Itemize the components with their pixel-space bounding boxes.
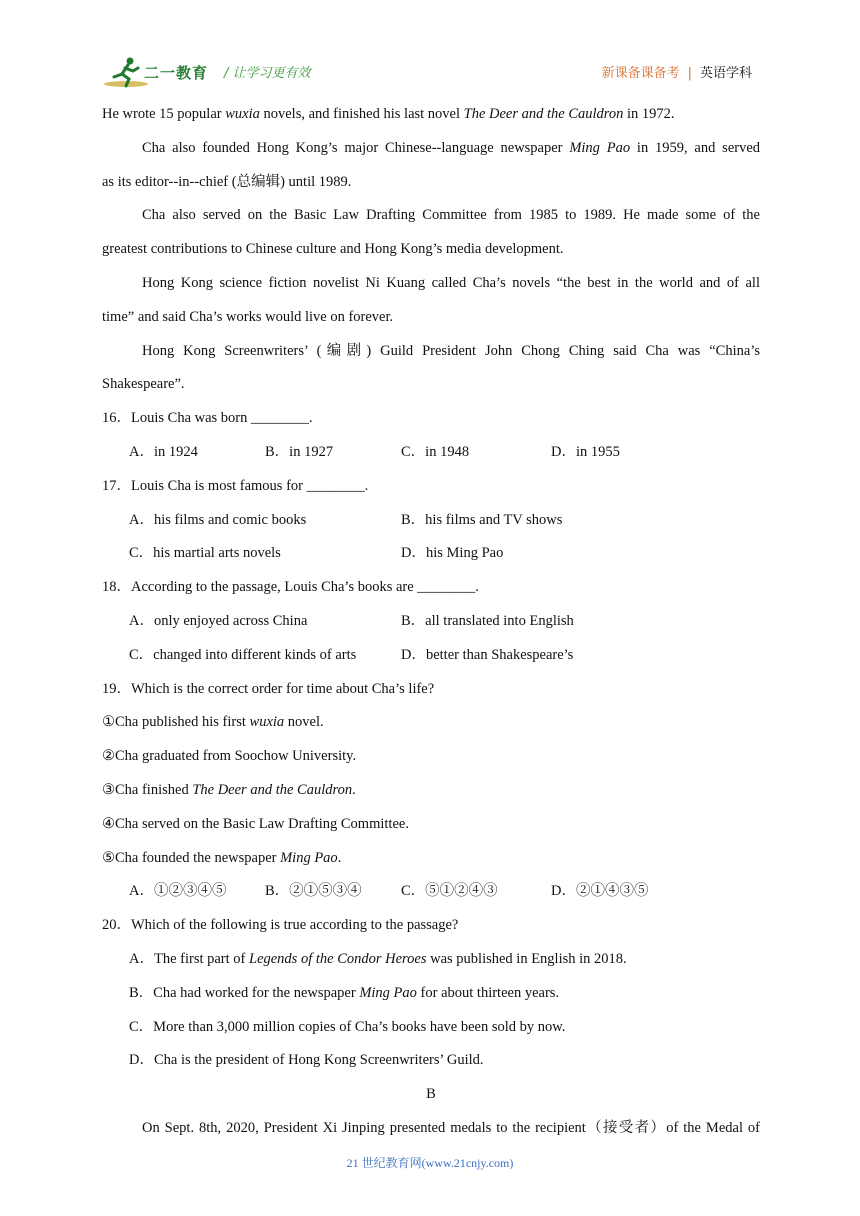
header-separator: | bbox=[687, 66, 692, 81]
passage-line: greatest contributions to Chinese culture and Hong Kong’s media development. bbox=[102, 241, 564, 258]
option-a: A．in 1924 bbox=[129, 443, 198, 460]
option-a: A．only enjoyed across China bbox=[129, 612, 308, 629]
option-c: C．his martial arts novels bbox=[129, 545, 281, 562]
passage-line: Hong Kong Screenwriters’ (编剧) Guild President John Chong Ching said Cha was “China’s bbox=[142, 342, 760, 359]
section-b-heading: B bbox=[426, 1086, 436, 1103]
question-19-options bbox=[102, 876, 760, 910]
question-18-options bbox=[102, 606, 760, 640]
event-item: ⑤Cha founded the newspaper Ming Pao. bbox=[102, 849, 342, 866]
header-slogan: / 让学习更有效 bbox=[224, 66, 311, 81]
option-c: C．in 1948 bbox=[401, 443, 470, 460]
event-item: ④Cha served on the Basic Law Drafting Committee. bbox=[102, 815, 409, 832]
option-c: C．More than 3,000 million copies of Cha’s books have been sold by now. bbox=[129, 1018, 566, 1035]
logo-text: 二一教育 bbox=[144, 64, 209, 82]
option-b: B．②①⑤③④ bbox=[265, 883, 362, 900]
option-c: C．changed into different kinds of arts bbox=[129, 646, 357, 663]
page-header bbox=[100, 52, 760, 92]
page-footer: 21 世纪教育网(www.21cnjy.com) bbox=[346, 1156, 514, 1170]
option-d: D．better than Shakespeare’s bbox=[401, 646, 574, 663]
header-course-label: 新课备课备考 bbox=[601, 66, 680, 81]
question-16-stem: 16．Louis Cha was born ________. bbox=[102, 410, 313, 427]
option-a: A．①②③④⑤ bbox=[129, 883, 227, 900]
document-body bbox=[102, 99, 760, 1147]
option-d: D．Cha is the president of Hong Kong Screenwriters’ Guild. bbox=[129, 1052, 484, 1069]
passage-line: time” and said Cha’s works would live on forever. bbox=[102, 308, 394, 325]
header-subject-label: 英语学科 bbox=[699, 66, 752, 81]
passage-line: as its editor--in--chief (总编辑) until 1989. bbox=[102, 173, 352, 190]
question-19-stem: 19．Which is the correct order for time about Cha’s life? bbox=[102, 680, 435, 697]
question-17-options bbox=[102, 505, 760, 539]
option-a: A．The first part of Legends of the Condor Heroes was published in English in 2018. bbox=[129, 950, 627, 967]
passage-line: Cha also served on the Basic Law Drafting Committee from 1985 to 1989. He made some of the bbox=[142, 207, 760, 224]
passage-line: Cha also founded Hong Kong’s major Chinese--language newspaper Ming Pao in 1959, and served bbox=[142, 139, 761, 156]
option-d: D．in 1955 bbox=[551, 443, 620, 460]
passage-line: On Sept. 8th, 2020, President Xi Jinping presented medals to the recipient（接受者）of the Medal of bbox=[142, 1119, 760, 1136]
question-16-options bbox=[102, 437, 760, 471]
option-b: B．in 1927 bbox=[265, 443, 334, 460]
option-b: B．his films and TV shows bbox=[401, 511, 563, 528]
question-17-options bbox=[102, 538, 760, 572]
question-18-options bbox=[102, 640, 760, 674]
passage-line: Shakespeare”. bbox=[102, 376, 185, 393]
option-a: A．his films and comic books bbox=[129, 511, 307, 528]
header-subject bbox=[602, 62, 752, 81]
option-c: C．⑤①②④③ bbox=[401, 883, 498, 900]
question-17-stem: 17．Louis Cha is most famous for ________. bbox=[102, 477, 369, 494]
option-d: D．②①④③⑤ bbox=[551, 883, 649, 900]
passage-line: Hong Kong science fiction novelist Ni Kuang called Cha’s novels “the best in the world and of all bbox=[142, 274, 760, 291]
option-b: B．Cha had worked for the newspaper Ming Pao for about thirteen years. bbox=[129, 984, 560, 1001]
option-d: D．his Ming Pao bbox=[401, 545, 504, 562]
question-20-stem: 20．Which of the following is true according to the passage? bbox=[102, 917, 459, 934]
event-item: ③Cha finished The Deer and the Cauldron. bbox=[102, 781, 356, 798]
option-b: B．all translated into English bbox=[401, 612, 574, 629]
passage-line: He wrote 15 popular wuxia novels, and finished his last novel The Deer and the Cauldron in 1972. bbox=[102, 106, 675, 122]
event-item: ②Cha graduated from Soochow University. bbox=[102, 748, 357, 765]
question-18-stem: 18．According to the passage, Louis Cha’s books are ________. bbox=[102, 579, 479, 596]
event-item: ①Cha published his first wuxia novel. bbox=[102, 714, 324, 731]
